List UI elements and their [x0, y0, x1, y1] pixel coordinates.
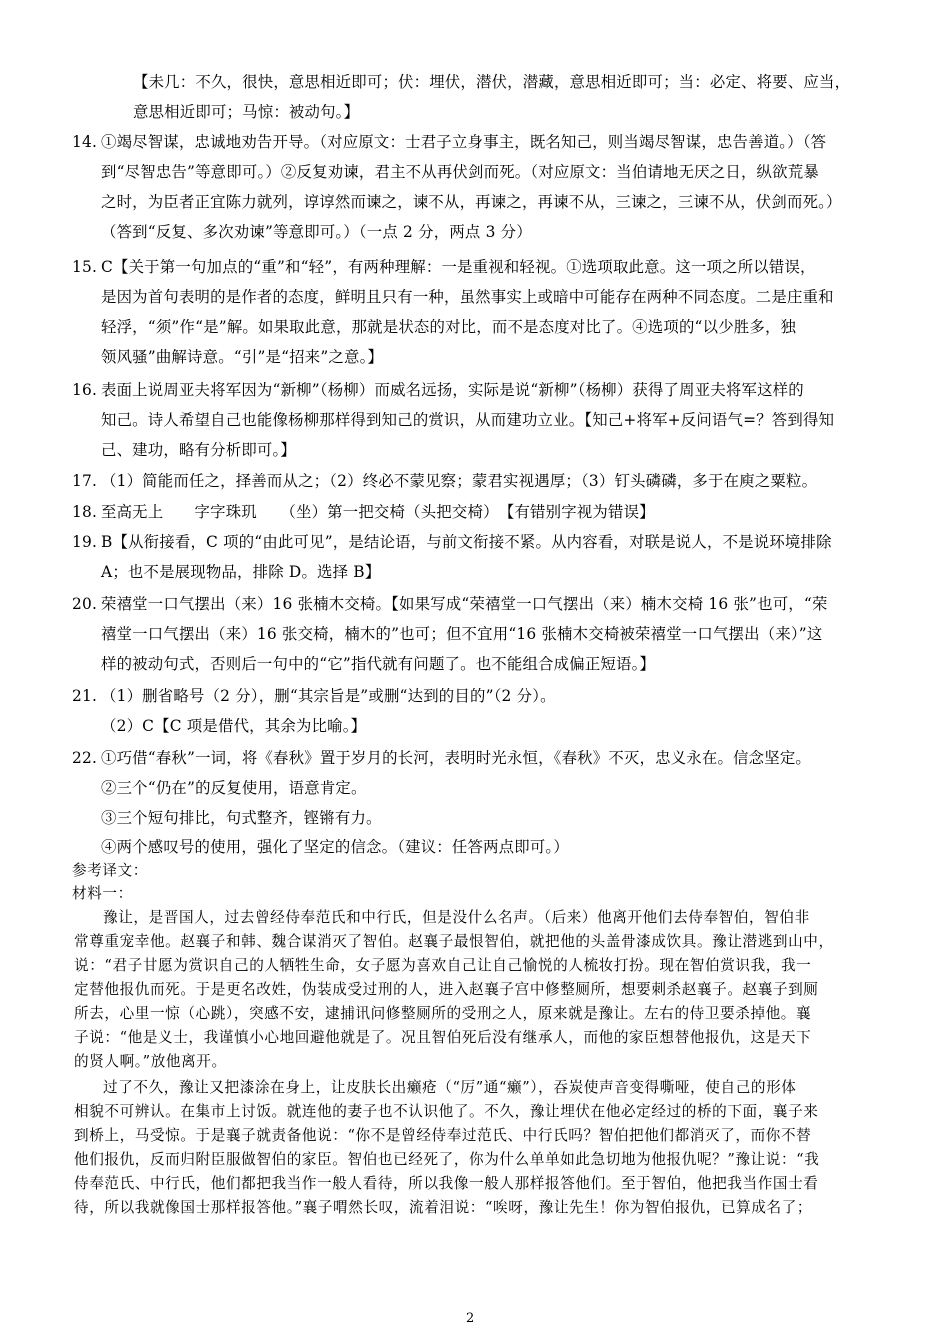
answer-22-line: ②三个“仍在”的反复使用，语意肯定。 [101, 779, 367, 797]
answer-19-line: B【从衔接看，C 项的“由此可见”，是结论语，与前文衔接不紧。从内容看，对联是说人，不是说环境排除 [101, 533, 832, 551]
answer-21-line: （1）删省略号（2 分），删“其宗旨是”或删“达到的目的”（2 分）。 [101, 687, 556, 705]
answer-16-line: 己、建功，略有分析即可。】 [101, 441, 296, 459]
question-number: 21. [72, 687, 98, 705]
question-number: 14. [72, 133, 98, 151]
question-number: 17. [72, 472, 98, 490]
translation-line: 定替他报仇而死。于是更名改姓，伪装成受过刑的人，进入赵襄子宫中修整厕所，想要刺杀赵襄子。赵襄子到厕 [74, 981, 819, 998]
question-number: 15. [72, 258, 98, 276]
translation-line: 说：“君子甘愿为赏识自己的人牺牲生命，女子愿为喜欢自己让自己愉悦的人梳妆打扮。现在智伯赏识我，我一 [74, 957, 812, 974]
question-number: 20. [72, 595, 98, 613]
answer-20-line: 禧堂一口气摆出（来）16 张交椅，楠木的”也可；但不宜用“16 张楠木交椅被荣禧堂一口气摆出（来）”这 [101, 625, 823, 643]
translation-line: 侍奉范氏、中行氏，他们都把我当作一般人看待，所以我像一般人那样报答他们。至于智伯，他把我当作国士看 [74, 1175, 819, 1192]
translation-line: 到桥上，马受惊。于是襄子就责备他说：“你不是曾经侍奉过范氏、中行氏吗？智伯把他们都消灭了，而你不替 [74, 1127, 812, 1144]
translation-line: 过了不久，豫让又把漆涂在身上，让皮肤长出癞疮（“厉”通“癞”），吞炭使声音变得嘶哑，使自己的形体 [103, 1079, 797, 1096]
translation-heading: 参考译文： [72, 862, 148, 879]
question-number: 18. [72, 503, 98, 521]
answer-14-line: 到“尽智忠告”等意即可。）②反复劝谏，君主不从再伏剑而死。（对应原文：当伯请地无厌之日，纵欲荒暴 [101, 163, 819, 181]
answer-15-line: C【关于第一句加点的“重”和“轻”，有两种理解：一是重视和轻视。①选项取此意。这一项之所以错误， [101, 258, 816, 276]
answer-20-line: 样的被动句式，否则后一句中的“它”指代就有问题了。也不能组合成偏正短语。】 [101, 655, 656, 673]
answer-14-line: 之时，为臣者正宜陈力就列，谆谆然而谏之，谏不从，再谏之，再谏不从，三谏之，三谏不从，伏剑而死。） [101, 193, 842, 211]
question-number: 16. [72, 381, 98, 399]
translation-line: 待，所以我就像国士那样报答他。”襄子喟然长叹，流着泪说：“唉呀，豫让先生！你为智伯报仇，已算成名了； [74, 1199, 813, 1216]
answer-22-line: ①巧借“春秋”一词，将《春秋》置于岁月的长河，表明时光永恒，《春秋》不灭，忠义永在。信念坚定。 [101, 749, 812, 767]
answer-22-line: ④两个感叹号的使用，强化了坚定的信念。（建议：任答两点即可。） [101, 838, 569, 856]
answer-16-line: 表面上说周亚夫将军因为“新柳”（杨柳）而威名远扬，实际是说“新柳”（杨柳）获得了周亚夫将军这样的 [101, 381, 804, 399]
translation-line: 所去，心里一惊（心跳），突感不安，逮捕讯问修整厕所的受刑之人，原来就是豫让。左右的侍卫要杀掉他。襄 [74, 1005, 812, 1022]
translation-line: 豫让，是晋国人，过去曾经侍奉范氏和中行氏，但是没什么名声。（后来）他离开他们去侍奉智伯，智伯非 [103, 909, 810, 926]
page-number: 2 [466, 1311, 475, 1326]
answer-15-line: 领风骚”曲解诗意。“引”是“招来”之意。】 [101, 348, 384, 366]
question-number: 22. [72, 749, 98, 767]
translation-line: 常尊重宠幸他。赵襄子和韩、魏合谋消灭了智伯。赵襄子最恨智伯，就把他的头盖骨漆成饮具。豫让潜逃到山中， [74, 933, 834, 950]
answer-22-line: ③三个短句排比，句式整齐，铿锵有力。 [101, 809, 382, 827]
question-number: 19. [72, 533, 98, 551]
translation-line: 子说：“他是义士，我谨慎小心地回避他就是了。况且智伯死后没有继承人，而他的家臣想替他报仇，这是天下 [74, 1029, 812, 1046]
answer-14-line: （答到“反复、多次劝谏”等意即可。）（一点 2 分，两点 3 分） [101, 223, 532, 241]
translation-line: 的贤人啊。”放他离开。 [74, 1053, 227, 1070]
translation-line: 相貌不可辨认。在集市上讨饭。就连他的妻子也不认识他了。不久，豫让埋伏在他必定经过的桥的下面，襄子来 [74, 1103, 819, 1120]
answer-13-note-line: 意思相近即可；马惊：被动句。】 [133, 103, 360, 121]
answer-13-note-line: 【未几：不久，很快，意思相近即可；伏：埋伏，潜伏，潜藏，意思相近即可；当：必定、将要、应当， [133, 73, 851, 91]
answer-15-line: 是因为首句表明的是作者的态度，鲜明且只有一种，虽然事实上或暗中可能存在两种不同态度。二是庄重和 [101, 288, 834, 306]
answer-19-line: A；也不是展现物品，排除 D。选择 B】 [101, 563, 381, 581]
answer-18-line: 至高无上 字字珠玑 （坐）第一把交椅（头把交椅） 【有错别字视为错误】 [101, 503, 655, 521]
translation-subheading: 材料一： [72, 885, 133, 902]
answer-14-line: ①竭尽智谋，忠诚地劝告开导。（对应原文：士君子立身事主，既名知己，则当竭尽智谋，忠告善道。）（答 [101, 133, 827, 151]
answer-16-line: 知己。诗人希望自己也能像杨柳那样得到知己的赏识，从而建功立业。【知己+将军+反问语气=？答到得知 [101, 411, 835, 429]
answer-20-line: 荣禧堂一口气摆出（来）16 张楠木交椅。【如果写成“荣禧堂一口气摆出（来）楠木交椅 16 张”也可，“荣 [101, 595, 828, 613]
answer-17-line: （1）简能而任之，择善而从之；（2）终必不蒙见察；蒙君实视遇厚；（3）钉头磷磷，多于在庾之粟粒。 [101, 472, 818, 490]
answer-21-line: （2）C【C 项是借代，其余为比喻。】 [101, 717, 367, 735]
answer-15-line: 轻浮，“须”作“是”解。如果取此意，那就是状态的对比，而不是态度对比了。④选项的“以少胜多，独 [101, 318, 797, 336]
translation-line: 他们报仇，反而归附臣服做智伯的家臣。智伯也已经死了，你为什么单单如此急切地为他报仇呢？”豫让说：“我 [74, 1151, 820, 1168]
